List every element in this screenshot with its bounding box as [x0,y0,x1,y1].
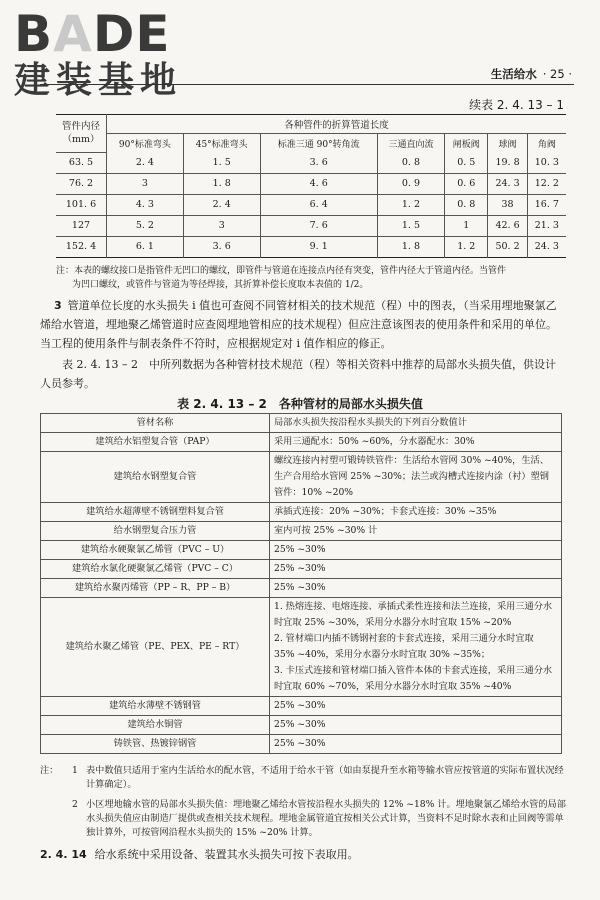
table1-note: 注：本表的螺纹接口是指管件无凹口的螺纹，即管件与管道在连接点内径有突变，管件内径大于管道内径。当管件 为凹口螺纹，或管件与管道为等径焊接，其折算补偿长度取本表值的 1/2。 [56,266,507,290]
table-cell: 0. 8 [377,152,444,173]
loss-value-line: 3. 卡压式连接和管材端口插入管件本体的卡套式连接，采用三通分水时宜取 60% ~70%，采用分水器分水时宜取 35% ~40% [274,665,553,692]
loss-value: 承插式连接：20% ~30%；卡套式连接：30% ~35% [270,503,562,522]
table-cell: 4. 3 [107,194,184,215]
table-cell: 0. 8 [445,194,488,215]
group-header: 各种管件的折算管道长度 [107,115,567,134]
loss-value: 25% ~30% [270,541,562,560]
loss-value: 25% ~30% [270,697,562,716]
table-cell: 50. 2 [488,236,527,257]
bade-logo [14,5,183,101]
col-header-loss: 局部水头损失按沿程水头损失的下列百分数值计 [270,414,562,433]
loss-value: 室内可按 25% ~30% 计 [270,522,562,541]
material-name: 给水钢塑复合压力管 [41,522,270,541]
col-header: 角阀 [527,134,566,153]
table-row [41,716,562,735]
fitting-equivalent-length-table [56,114,566,258]
table-cell: 3 [107,173,184,194]
table-row [41,452,562,503]
table-cell: 9. 1 [260,236,377,257]
table-cell: 1. 5 [377,215,444,236]
col-header: 闸板阀 [445,134,488,153]
table-cell: 152. 4 [56,236,107,257]
table-row [41,598,562,697]
material-name: 建筑给水氯化硬聚氯乙烯管（PVC – C） [41,560,270,579]
section-title: 生活给水 [490,67,537,81]
table-cell: 101. 6 [56,194,107,215]
loss-value: 采用三通配水：50% ~60%，分水器配水：30% [270,433,562,452]
table-cell: 0. 9 [377,173,444,194]
table-cell: 38 [488,194,527,215]
material-name: 建筑给水超薄壁不锈钢塑料复合管 [41,503,270,522]
material-name: 铸铁管、热镀锌钢管 [41,735,270,754]
table2-title: 表 2. 4. 13 – 2 各种管材的局部水头损失值 [177,397,423,411]
table-row [41,522,562,541]
loss-value: 25% ~30% [270,560,562,579]
table-row [41,735,562,754]
col-header: 球阀 [488,134,527,153]
paragraph-table-ref: 表 2. 4. 13 – 2 中所列数据为各种管材技术规范（程）等相关资料中推荐的局部水头损失值，供设计人员参考。 [40,358,556,390]
table-cell: 3. 6 [260,152,377,173]
table-cell: 63. 5 [56,152,107,173]
material-name: 建筑给水薄壁不锈钢管 [41,697,270,716]
loss-value-line: 2. 管材端口内插不锈钢衬套的卡套式连接，采用三通分水时宜取 35% ~40%，采用分水器分水时宜取 30% ~35%； [274,633,534,660]
table-cell: 1. 8 [377,236,444,257]
table-row [41,579,562,598]
table-cell: 6. 1 [107,236,184,257]
table2-notes [40,764,566,846]
notes-label: 注： [40,765,59,776]
table-row [41,541,562,560]
table-cell: 16. 7 [527,194,566,215]
col-header: 45°标准弯头 [183,134,260,153]
note-item [40,798,566,840]
table-cell: 1. 8 [183,173,260,194]
table-cell: 3. 6 [183,236,260,257]
table-cell: 1. 2 [445,236,488,257]
table-row [56,215,566,236]
table-cell: 21. 3 [527,215,566,236]
material-name: 建筑给水铜管 [41,716,270,735]
header-rule [40,84,574,85]
material-name: 建筑给水聚乙烯管（PE、PEX、PE – RT） [41,598,270,697]
local-head-loss-table [40,413,562,754]
loss-value-line: 1. 热熔连接、电熔连接、承插式柔性连接和法兰连接，采用三通分水时宜取 25% ~30%，采用分水器分水时宜取 15% ~20% [274,601,553,628]
table-cell: 12. 2 [527,173,566,194]
material-name: 建筑给水聚丙烯管（PP – R、PP – B） [41,579,270,598]
note-item [40,764,566,792]
table-cell: 5. 2 [107,215,184,236]
table-row [41,697,562,716]
section-2-4-14: 2. 4. 14 给水系统中采用设备、装置其水头损失可按下表取用。 [40,848,359,861]
table-row [56,194,566,215]
table-cell: 42. 6 [488,215,527,236]
table-cell: 24. 3 [527,236,566,257]
loss-value: 25% ~30% [270,579,562,598]
table-cell: 1. 2 [377,194,444,215]
loss-value: 螺纹连接内衬塑可锻铸铁管件：生活给水管网 30% ~40%，生活、生产合用给水管网 25% ~30%；法兰或沟槽式连接内涂（衬）塑钢管件：10% ~20% [270,452,562,503]
table-cell: 24. 3 [488,173,527,194]
loss-value [270,598,562,697]
note-text: 小区埋地输水管的局部水头损失值：埋地聚乙烯给水管按沿程水头损失的 12% ~18% 计。埋地聚氯乙烯给水管的局部水头损失值应由制造厂提供或查相关技术规程。埋地金属管道宜按相关公式计算，当资料不足时除水表和止回阀等需单独计算外，可按管网沿程水头损失的 15% ~20% 计算。 [86,799,566,838]
table-cell: 127 [56,215,107,236]
loss-value: 25% ~30% [270,735,562,754]
table-cell: 1. 5 [183,152,260,173]
table-row [41,503,562,522]
table-cell: 10. 3 [527,152,566,173]
table-row [41,560,562,579]
table-cell: 1 [445,215,488,236]
running-header [491,66,572,82]
col-header-material: 管材名称 [41,414,270,433]
table-cell: 6. 4 [260,194,377,215]
col-header-diameter: 管件内径 （mm） [56,115,107,153]
note-text: 表中数值只适用于室内生活给水的配水管，不适用于给水干管（如由泵提升至水箱等输水管应按管道的实际布置状况经计算确定）。 [86,765,564,790]
note-number: 1 [72,765,78,776]
table-row [56,236,566,257]
material-name: 建筑给水钢塑复合管 [41,452,270,503]
paragraph-3: 3 管道单位长度的水头损失 i 值也可查阅不同管材相关的技术规范（程）中的图表，（当采用埋地聚氯乙烯给水管道，埋地聚乙烯管道时应查阅埋地管相应的技术规程）但应注意该图表的使用条件和采用的单位。当工程的使用条件与制表条件不符时，应根据规定对 i 值作相应的修正。 [40,299,557,350]
table-cell: 3 [183,215,260,236]
table-cell: 2. 4 [183,194,260,215]
page-number: · 25 · [542,67,572,81]
col-header: 标准三通 90°转角流 [260,134,377,153]
table-row [41,433,562,452]
material-name: 建筑给水铝塑复合管（PAP） [41,433,270,452]
logo-wordmark: BADE [14,5,171,63]
table-row [56,152,566,173]
col-header: 90°标准弯头 [107,134,184,153]
note-number: 2 [72,799,78,810]
table-row [56,173,566,194]
table-cell: 76. 2 [56,173,107,194]
table-cell: 0. 6 [445,173,488,194]
table-cell: 2. 4 [107,152,184,173]
table-cell: 7. 6 [260,215,377,236]
col-header: 三通直向流 [377,134,444,153]
table-cell: 19. 8 [488,152,527,173]
table-cell: 4. 6 [260,173,377,194]
logo-chinese-text: 建装基地 [14,60,183,101]
table-cell: 0. 5 [445,152,488,173]
loss-value: 25% ~30% [270,716,562,735]
table1-continued-title: 续表 2. 4. 13 – 1 [469,98,564,112]
material-name: 建筑给水硬聚氯乙烯管（PVC – U） [41,541,270,560]
